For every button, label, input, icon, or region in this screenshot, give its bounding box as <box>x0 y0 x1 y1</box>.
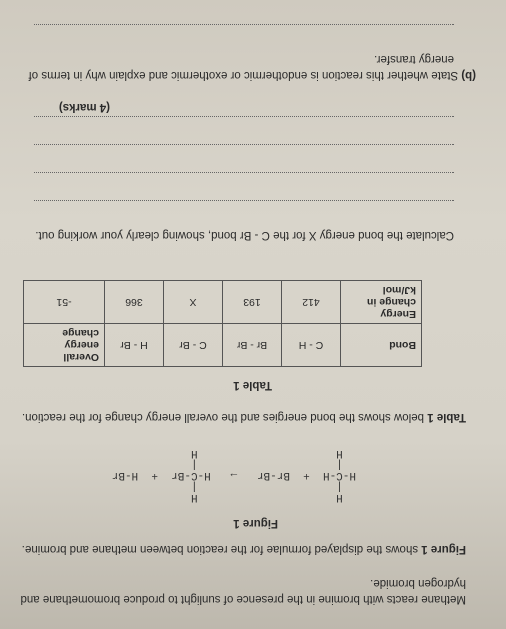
figure-intro-rest: shows the displayed formulae for the reaction between methane and bromine. <box>21 543 422 555</box>
question-a-text: Calculate the bond energy X for the C - Br bond, showing clearly your working out. <box>35 229 454 241</box>
question-b-label: (b) <box>461 69 476 81</box>
table-intro-text <box>22 411 466 423</box>
answer-line-3 <box>34 144 454 145</box>
table-row-energy <box>24 281 422 324</box>
formula-row-top: H H <box>190 491 356 503</box>
formula-row-middle: H-C-H + Br-Br → H-C-Br + H-Br <box>111 469 356 481</box>
bond-energy-table <box>23 280 422 367</box>
table-value-brbr: 193 <box>223 281 282 324</box>
table-row-bond <box>24 324 422 367</box>
table-value-cbr: X <box>164 281 223 324</box>
table-header-energy: Energy change in kJ/mol <box>341 281 422 324</box>
figure-title: Figure 1 <box>233 517 278 529</box>
table-value-ch: 412 <box>282 281 341 324</box>
table-ref: Table 1 <box>427 411 466 423</box>
question-b <box>29 69 476 81</box>
table-value-overall: -51 <box>24 281 105 324</box>
answer-line-1 <box>34 200 454 201</box>
table-cell-bond-hbr: H - Br <box>105 324 164 367</box>
table-value-hbr: 366 <box>105 281 164 324</box>
answer-line-5 <box>34 24 454 25</box>
table-cell-overall: Overall energy change <box>24 324 105 367</box>
table-title: Table 1 <box>233 379 272 391</box>
intro-line-2: hydrogen bromide. <box>370 577 466 589</box>
formula-row-bar-2: | | <box>190 458 356 470</box>
marks-a: (4 marks) <box>58 101 110 113</box>
formula-row-bar-1: | | <box>190 480 356 492</box>
answer-line-4 <box>34 116 454 117</box>
figure-ref: Figure 1 <box>421 543 466 555</box>
table-cell-bond-brbr: Br - Br <box>223 324 282 367</box>
answer-line-2 <box>34 172 454 173</box>
question-b-line-1: State whether this reaction is endothermic or exothermic and explain why in terms of <box>28 69 459 81</box>
formula-row-bottom: H H <box>190 447 356 459</box>
table-cell-bond-ch: C - H <box>282 324 341 367</box>
figure-intro-text <box>22 543 466 555</box>
table-cell-bond-cbr: C - Br <box>164 324 223 367</box>
table-intro-rest: below shows the bond energies and the overall energy change for the reaction. <box>21 411 428 423</box>
question-b-line-2: energy transfer. <box>374 53 454 65</box>
intro-line-1: Methane reacts with bromine in the presence of sunlight to produce bromomethane and <box>20 593 466 605</box>
table-header-bond: Bond <box>341 324 422 367</box>
